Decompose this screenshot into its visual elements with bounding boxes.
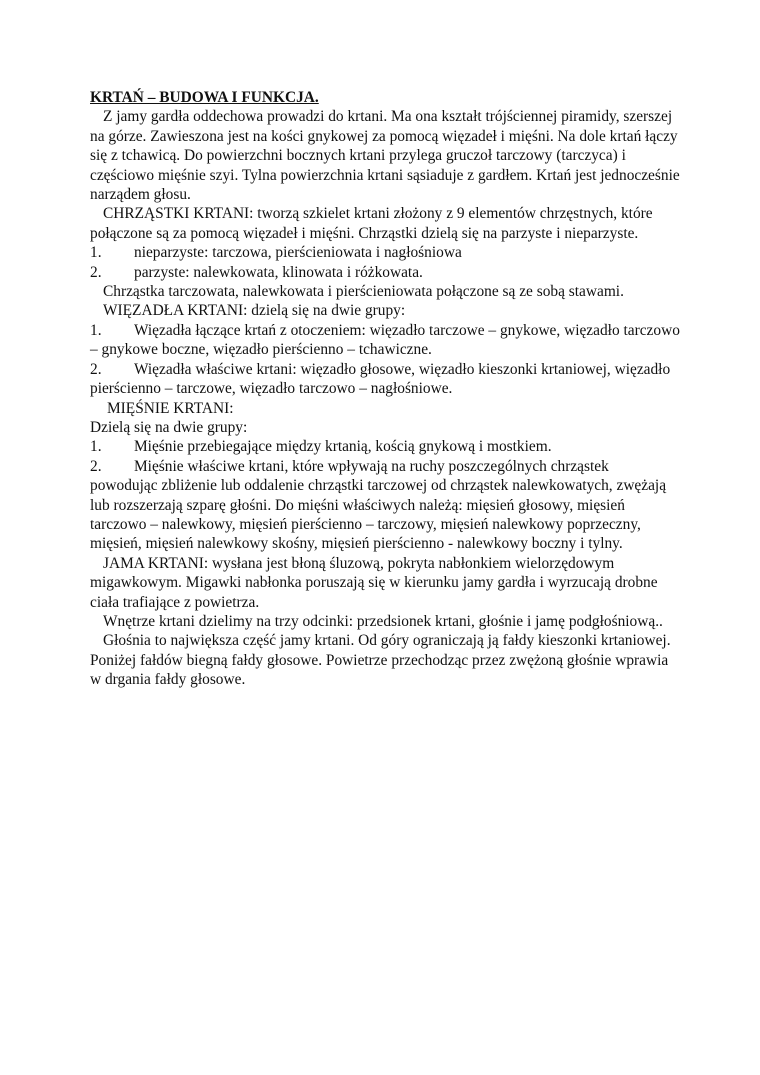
paragraph-ligaments: WIĘZADŁA KRTANI: dzielą się na dwie grupy: xyxy=(103,302,406,320)
list-text: Więzadła łączące krtań z otoczeniem: więzadło tarczowe – gnykowe, więzadło tarczowo – gnykowe boczne, więzadło pierścienno – tchawiczne. xyxy=(90,321,680,359)
list-text: Więzadła właściwe krtani: więzadło głosowe, więzadło kieszonki krtaniowej, więzadło pierścienno – tarczowe, więzadło tarczowo – nagłośniowe. xyxy=(90,360,671,398)
list-number: 1. xyxy=(90,321,102,339)
list-text: parzyste: nalewkowata, klinowata i różkowata. xyxy=(134,263,423,281)
paragraph-muscles-groups: Dzielą się na dwie grupy: xyxy=(90,418,248,436)
list-number: 2. xyxy=(90,457,102,475)
paragraph-cavity: JAMA KRTANI: wysłana jest błoną śluzową, pokryta nabłonkiem wielorzędowym migawkowym. Migawki nabłonka poruszają się w kierunku jamy gardła i wyrzucają drobne ciała trafiające z powietrza. xyxy=(90,554,658,611)
paragraph-intro: Z jamy gardła oddechowa prowadzi do krtani. Ma ona kształt trójściennej piramidy, szerszej na górze. Zawieszona jest na kości gnykowej za pomocą więzadeł i mięśni. Na dole krtań łączy się z tchawicą. Do powierzchni bocznych krtani przylega gruczoł tarczowy (tarczyca) i częściowo mięśnie szyi. Tylna powierzchnia krtani sąsiaduje z gardłem. Krtań jest jednocześnie narządem głosu. xyxy=(90,108,680,204)
paragraph-joints: Chrząstka tarczowata, nalewkowata i pierścieniowata połączone są ze sobą stawami. xyxy=(103,283,624,301)
paragraph-cartilages: CHRZĄSTKI KRTANI: tworzą szkielet krtani złożony z 9 elementów chrzęstnych, które połączone są za pomocą więzadeł i mięśni. Chrząstki dzielą się na parzyste i nieparzyste. xyxy=(90,205,653,242)
list-text: nieparzyste: tarczowa, pierścieniowata i nagłośniowa xyxy=(134,244,462,262)
list-item xyxy=(90,457,680,554)
list-item xyxy=(90,321,680,360)
list-number: 2. xyxy=(90,263,102,281)
list-item xyxy=(90,263,680,282)
paragraph-glottis: Głośnia to największa część jamy krtani. Od góry ograniczają ją fałdy kieszonki krtaniowej. Poniżej fałdów biegną fałdy głosowe. Powietrze przechodząc przez zwężoną głośnie wprawia w drgania fałdy głosowe. xyxy=(90,632,671,689)
document-title: KRTAŃ – BUDOWA I FUNKCJA. xyxy=(90,89,319,106)
list-text: Mięśnie przebiegające między krtanią, kością gnykową i mostkiem. xyxy=(134,438,552,456)
list-item xyxy=(90,360,680,399)
paragraph-segments: Wnętrze krtani dzielimy na trzy odcinki: przedsionek krtani, głośnie i jamę podgłośniową.. xyxy=(103,612,663,630)
list-item xyxy=(90,437,680,456)
paragraph-muscles-heading: MIĘŚNIE KRTANI: xyxy=(107,399,234,417)
list-number: 1. xyxy=(90,244,102,262)
document-body xyxy=(90,88,680,690)
list-number: 1. xyxy=(90,438,102,456)
list-number: 2. xyxy=(90,360,102,378)
list-text: Mięśnie właściwe krtani, które wpływają na ruchy poszczególnych chrząstek powodując zbliżenie lub oddalenie chrząstki tarczowej od chrząstek nalewkowatych, zwężają lub rozszerzają szparę głośni. Do mięśni właściwych należą: mięsień głosowy, mięsień tarczowo – nalewkowy, mięsień pierścienno – tarczowy, mięsień nalewkowy poprzeczny, mięsień, mięsień nalewkowy skośny, mięsień pierścienno - nalewkowy boczny i tylny. xyxy=(90,457,667,553)
list-item xyxy=(90,243,680,262)
